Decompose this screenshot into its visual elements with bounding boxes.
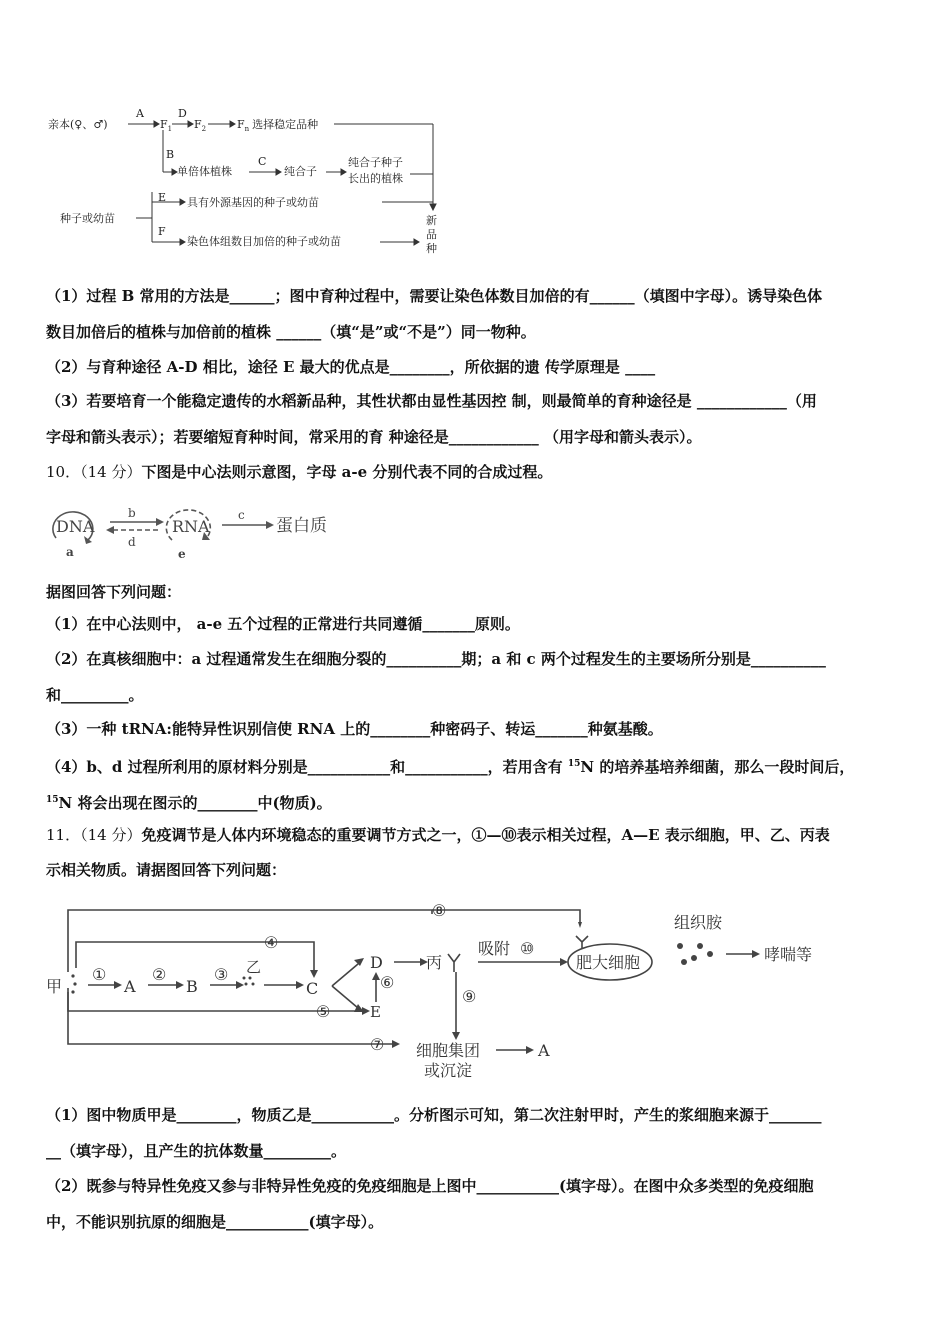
immune-diagram (40, 892, 840, 1092)
asthma-label: 哮喘等 (764, 945, 813, 964)
yi-label: 乙 (246, 958, 262, 976)
cell-e: E (370, 1003, 381, 1021)
label-c: c (238, 508, 245, 522)
q10-stem-text: 下图是中心法则示意图，字母 a-e 分别代表不同的合成过程。 (141, 463, 553, 481)
breeding-diagram (44, 100, 464, 260)
q11-stem-line2: 示相关物质。请据图回答下列问题： (46, 861, 287, 879)
cluster-line1: 细胞集团 (416, 1041, 481, 1060)
q9-p3-line2: 字母和箭头表示）；若要缩短育种时间，常采用的育 种途径是____________ （用字母和箭头表示）。 (46, 428, 702, 446)
homo-line1: 纯合子种子 (348, 156, 403, 169)
q11-stem-text: 免疫调节是人体内环境稳态的重要调节方式之一，①—⑩表示相关过程，A—E 表示细胞，甲、乙、丙表 (141, 826, 830, 844)
rna-label: RNA (172, 517, 210, 536)
q10-p2-line2: 和_________。 (46, 686, 144, 704)
label-c: C (258, 155, 267, 168)
q10-p4-line2: $^{15}$N 将会出现在图示的________中(物质)。 (46, 794, 332, 812)
label-d: D (178, 107, 187, 120)
q10-p3: （3）一种 tRNA:能特异性识别信使 RNA 上的________种密码子、转运_______种氨基酸。 (46, 720, 663, 738)
doubled-label: 染色体组数目加倍的种子或幼苗 (187, 235, 341, 248)
pure-label: 纯合子 (284, 165, 317, 178)
parent-label: 亲本(♀、♂) (48, 118, 108, 131)
step-9: ⑨ (462, 987, 477, 1006)
q10-p2-line1: （2）在真核细胞中：a 过程通常发生在细胞分裂的__________期；a 和 c 两个过程发生的主要场所分别是__________ (46, 650, 826, 668)
label-d: d (128, 535, 136, 549)
f1-label: $F_1$ (160, 118, 173, 133)
new-variety-1: 新 (426, 214, 437, 227)
mast-cell-label: 肥大细胞 (576, 953, 641, 972)
q10-p4-line1: （4）b、d 过程所利用的原材料分别是___________和___________，若用含有 $^{15}$N 的培养基培养细菌，那么一段时间后， (46, 758, 855, 776)
label-f: F (158, 225, 166, 238)
q11-p1-line2: __（填字母），且产生的抗体数量_________。 (46, 1142, 347, 1160)
step-2: ② (152, 965, 167, 984)
label-b: B (166, 148, 175, 161)
new-variety-2: 品 (426, 228, 437, 241)
label-a: a (66, 545, 74, 559)
step-10: ⑩ (520, 939, 535, 958)
new-variety-3: 种 (426, 242, 437, 255)
q9-p2: （2）与育种途径 A-D 相比，途径 E 最大的优点是________，所依据的遗 传学原理是 ____ (46, 358, 656, 376)
q9-p3-line1: （3）若要培育一个能稳定遗传的水稻新品种，其性状都由显性基因控 制，则最简单的育种途径是 ____________（用 (46, 392, 817, 410)
fn-label: $F_n$ 选择稳定品种 (237, 118, 319, 133)
cell-d: D (370, 953, 383, 972)
protein-label: 蛋白质 (276, 516, 327, 536)
label-e: e (178, 547, 186, 560)
cluster-line2: 或沉淀 (424, 1061, 473, 1080)
q11-p1-line1: （1）图中物质甲是________，物质乙是___________。分析图示可知，第二次注射甲时，产生的浆细胞来源于_______ (46, 1106, 822, 1124)
cell-a: A (124, 977, 136, 996)
f2-label: $F_2$ (194, 118, 207, 133)
q9-p1-line1: （1）过程 B 常用的方法是______；图中育种过程中，需要让染色体数目加倍的有______（填图中字母）。诱导染色体 (46, 287, 823, 305)
step-6: ⑥ (380, 973, 395, 992)
step-3: ③ (214, 965, 229, 984)
q11-number: 11．（14 分） (46, 826, 142, 844)
cell-c: C (306, 979, 319, 998)
q10-p1: （1）在中心法则中， a-e 五个过程的正常进行共同遵循_______原则。 (46, 615, 520, 633)
homo-line2: 长出的植株 (348, 172, 403, 185)
step-7: ⑦ (370, 1035, 385, 1054)
q10-stem (46, 462, 552, 482)
haploid-label: 单倍体植株 (177, 165, 232, 178)
q11-p2-line2: 中，不能识别抗原的细胞是___________(填字母）。 (46, 1213, 384, 1231)
label-e: E (158, 191, 167, 204)
histamine-label: 组织胺 (674, 913, 723, 932)
seedling-label: 种子或幼苗 (60, 212, 115, 225)
cell-b: B (186, 977, 198, 996)
q11-stem-line1 (46, 825, 830, 845)
cell-a-result: A (538, 1041, 550, 1060)
q10-number: 10．（14 分） (46, 463, 142, 481)
foreign-label: 具有外源基因的种子或幼苗 (187, 196, 319, 209)
central-dogma-diagram (44, 496, 344, 560)
step-5: ⑤ (316, 1002, 331, 1021)
bing-label: 丙 (426, 953, 443, 972)
label-a: A (136, 107, 144, 120)
dna-label: DNA (56, 517, 95, 536)
label-b: b (128, 506, 136, 520)
adsorb-label: 吸附 (478, 939, 511, 958)
q11-p2-line1: （2）既参与特异性免疫又参与非特异性免疫的免疫细胞是上图中___________(填字母）。在图中众多类型的免疫细胞 (46, 1177, 814, 1195)
step-1: ① (92, 965, 107, 984)
step-8: ⑧ (432, 901, 447, 920)
q9-p1-line2: 数目加倍后的植株与加倍前的植株 ______（填“是”或“不是”）同一物种。 (46, 323, 536, 341)
step-4: ④ (264, 933, 279, 952)
jia-label: 甲 (46, 977, 63, 996)
q10-intro: 据图回答下列问题： (46, 583, 182, 601)
